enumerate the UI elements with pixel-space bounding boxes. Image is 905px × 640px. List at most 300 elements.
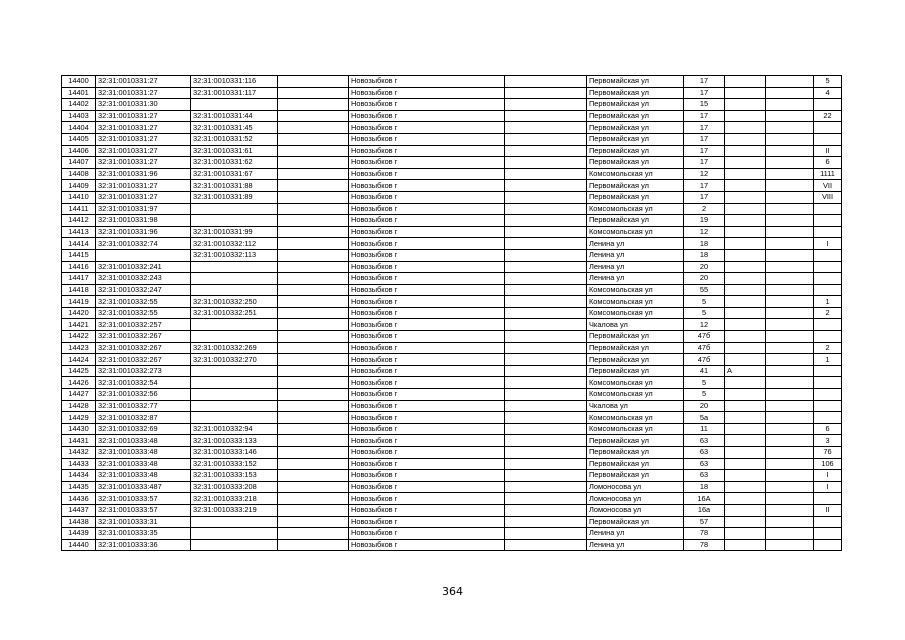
- empty-column-cell: [278, 180, 349, 192]
- premises-number-cell: II: [814, 145, 842, 157]
- building-letter-cell: [725, 122, 766, 134]
- city-cell: Новозыбков г: [349, 342, 505, 354]
- house-number-cell: 17: [684, 110, 725, 122]
- sub-cadastral-number-cell: [191, 412, 278, 424]
- table-row: [62, 481, 842, 493]
- records-table: [61, 75, 842, 551]
- street-cell: Чкалова ул: [587, 400, 684, 412]
- house-number-cell: 20: [684, 273, 725, 285]
- city-cell: Новозыбков г: [349, 249, 505, 261]
- empty-column-2-cell: [505, 133, 587, 145]
- empty-column-cell: [278, 215, 349, 227]
- house-number-cell: 41: [684, 365, 725, 377]
- premises-number-cell: 6: [814, 157, 842, 169]
- empty-column-3-cell: [766, 400, 814, 412]
- empty-column-2-cell: [505, 365, 587, 377]
- house-number-cell: 19: [684, 215, 725, 227]
- empty-column-cell: [278, 389, 349, 401]
- sub-cadastral-number-cell: [191, 400, 278, 412]
- street-cell: Ломоносова ул: [587, 493, 684, 505]
- empty-column-cell: [278, 133, 349, 145]
- table-row: [62, 412, 842, 424]
- empty-column-cell: [278, 76, 349, 88]
- row-number-cell: 14422: [62, 331, 96, 343]
- empty-column-3-cell: [766, 539, 814, 551]
- house-number-cell: 17: [684, 87, 725, 99]
- row-number-cell: 14426: [62, 377, 96, 389]
- street-cell: Первомайская ул: [587, 180, 684, 192]
- empty-column-2-cell: [505, 458, 587, 470]
- sub-cadastral-number-cell: 32:31:0010331:89: [191, 191, 278, 203]
- empty-column-2-cell: [505, 168, 587, 180]
- table-row: [62, 87, 842, 99]
- house-number-cell: 12: [684, 168, 725, 180]
- empty-column-cell: [278, 493, 349, 505]
- cadastral-number-cell: 32:31:0010331:27: [96, 191, 191, 203]
- cadastral-number-cell: 32:31:0010331:27: [96, 157, 191, 169]
- empty-column-2-cell: [505, 400, 587, 412]
- building-letter-cell: [725, 458, 766, 470]
- city-cell: Новозыбков г: [349, 261, 505, 273]
- house-number-cell: 55: [684, 284, 725, 296]
- table-row: [62, 539, 842, 551]
- row-number-cell: 14418: [62, 284, 96, 296]
- city-cell: Новозыбков г: [349, 493, 505, 505]
- street-cell: Комсомольская ул: [587, 284, 684, 296]
- sub-cadastral-number-cell: 32:31:0010331:67: [191, 168, 278, 180]
- street-cell: Комсомольская ул: [587, 226, 684, 238]
- building-letter-cell: [725, 226, 766, 238]
- empty-column-2-cell: [505, 191, 587, 203]
- building-letter-cell: [725, 354, 766, 366]
- empty-column-cell: [278, 226, 349, 238]
- sub-cadastral-number-cell: 32:31:0010332:113: [191, 249, 278, 261]
- empty-column-2-cell: [505, 389, 587, 401]
- street-cell: Первомайская ул: [587, 157, 684, 169]
- sub-cadastral-number-cell: 32:31:0010332:250: [191, 296, 278, 308]
- empty-column-cell: [278, 122, 349, 134]
- city-cell: Новозыбков г: [349, 180, 505, 192]
- street-cell: Первомайская ул: [587, 458, 684, 470]
- empty-column-3-cell: [766, 261, 814, 273]
- sub-cadastral-number-cell: [191, 528, 278, 540]
- empty-column-3-cell: [766, 168, 814, 180]
- house-number-cell: 17: [684, 191, 725, 203]
- sub-cadastral-number-cell: [191, 516, 278, 528]
- row-number-cell: 14411: [62, 203, 96, 215]
- house-number-cell: 11: [684, 423, 725, 435]
- premises-number-cell: VII: [814, 180, 842, 192]
- empty-column-3-cell: [766, 76, 814, 88]
- sub-cadastral-number-cell: [191, 203, 278, 215]
- city-cell: Новозыбков г: [349, 226, 505, 238]
- building-letter-cell: [725, 215, 766, 227]
- city-cell: Новозыбков г: [349, 412, 505, 424]
- building-letter-cell: [725, 307, 766, 319]
- table-row: [62, 99, 842, 111]
- premises-number-cell: 3: [814, 435, 842, 447]
- sub-cadastral-number-cell: 32:31:0010331:62: [191, 157, 278, 169]
- premises-number-cell: [814, 249, 842, 261]
- empty-column-cell: [278, 284, 349, 296]
- premises-number-cell: 2: [814, 307, 842, 319]
- empty-column-cell: [278, 191, 349, 203]
- building-letter-cell: [725, 504, 766, 516]
- empty-column-cell: [278, 504, 349, 516]
- empty-column-3-cell: [766, 284, 814, 296]
- premises-number-cell: [814, 331, 842, 343]
- street-cell: Ленина ул: [587, 238, 684, 250]
- table-row: [62, 191, 842, 203]
- cadastral-number-cell: 32:31:0010332:55: [96, 296, 191, 308]
- cadastral-number-cell: 32:31:0010331:96: [96, 226, 191, 238]
- empty-column-cell: [278, 377, 349, 389]
- premises-number-cell: [814, 133, 842, 145]
- building-letter-cell: [725, 481, 766, 493]
- sub-cadastral-number-cell: 32:31:0010333:219: [191, 504, 278, 516]
- empty-column-cell: [278, 249, 349, 261]
- empty-column-2-cell: [505, 180, 587, 192]
- building-letter-cell: [725, 168, 766, 180]
- cadastral-number-cell: 32:31:0010333:36: [96, 539, 191, 551]
- building-letter-cell: [725, 516, 766, 528]
- city-cell: Новозыбков г: [349, 157, 505, 169]
- city-cell: Новозыбков г: [349, 203, 505, 215]
- house-number-cell: 16а: [684, 504, 725, 516]
- premises-number-cell: [814, 493, 842, 505]
- street-cell: Первомайская ул: [587, 215, 684, 227]
- empty-column-3-cell: [766, 191, 814, 203]
- empty-column-2-cell: [505, 145, 587, 157]
- house-number-cell: 5: [684, 377, 725, 389]
- building-letter-cell: [725, 238, 766, 250]
- row-number-cell: 14405: [62, 133, 96, 145]
- table-row: [62, 528, 842, 540]
- cadastral-number-cell: 32:31:0010333:48: [96, 458, 191, 470]
- cadastral-number-cell: 32:31:0010333:57: [96, 504, 191, 516]
- street-cell: Чкалова ул: [587, 319, 684, 331]
- sub-cadastral-number-cell: [191, 365, 278, 377]
- row-number-cell: 14415: [62, 249, 96, 261]
- row-number-cell: 14429: [62, 412, 96, 424]
- building-letter-cell: [725, 319, 766, 331]
- cadastral-number-cell: 32:31:0010331:27: [96, 180, 191, 192]
- house-number-cell: 17: [684, 145, 725, 157]
- empty-column-2-cell: [505, 528, 587, 540]
- empty-column-3-cell: [766, 319, 814, 331]
- table-row: [62, 423, 842, 435]
- empty-column-cell: [278, 261, 349, 273]
- premises-number-cell: 1: [814, 296, 842, 308]
- building-letter-cell: [725, 435, 766, 447]
- row-number-cell: 14417: [62, 273, 96, 285]
- cadastral-number-cell: 32:31:0010331:97: [96, 203, 191, 215]
- table-row: [62, 249, 842, 261]
- premises-number-cell: 22: [814, 110, 842, 122]
- premises-number-cell: I: [814, 470, 842, 482]
- sub-cadastral-number-cell: 32:31:0010331:61: [191, 145, 278, 157]
- house-number-cell: 63: [684, 458, 725, 470]
- city-cell: Новозыбков г: [349, 528, 505, 540]
- empty-column-cell: [278, 87, 349, 99]
- row-number-cell: 14435: [62, 481, 96, 493]
- building-letter-cell: [725, 389, 766, 401]
- building-letter-cell: [725, 493, 766, 505]
- house-number-cell: 17: [684, 76, 725, 88]
- building-letter-cell: [725, 191, 766, 203]
- sub-cadastral-number-cell: 32:31:0010332:94: [191, 423, 278, 435]
- city-cell: Новозыбков г: [349, 331, 505, 343]
- empty-column-cell: [278, 354, 349, 366]
- cadastral-number-cell: 32:31:0010332:257: [96, 319, 191, 331]
- street-cell: Первомайская ул: [587, 110, 684, 122]
- building-letter-cell: [725, 110, 766, 122]
- empty-column-2-cell: [505, 470, 587, 482]
- empty-column-2-cell: [505, 342, 587, 354]
- city-cell: Новозыбков г: [349, 99, 505, 111]
- empty-column-2-cell: [505, 76, 587, 88]
- empty-column-3-cell: [766, 389, 814, 401]
- table-row: [62, 365, 842, 377]
- empty-column-3-cell: [766, 145, 814, 157]
- table-row: [62, 122, 842, 134]
- house-number-cell: 15: [684, 99, 725, 111]
- city-cell: Новозыбков г: [349, 423, 505, 435]
- house-number-cell: 2: [684, 203, 725, 215]
- building-letter-cell: [725, 76, 766, 88]
- building-letter-cell: [725, 133, 766, 145]
- building-letter-cell: [725, 447, 766, 459]
- empty-column-cell: [278, 516, 349, 528]
- table-row: [62, 435, 842, 447]
- building-letter-cell: [725, 157, 766, 169]
- street-cell: Ленина ул: [587, 261, 684, 273]
- row-number-cell: 14432: [62, 447, 96, 459]
- building-letter-cell: [725, 539, 766, 551]
- row-number-cell: 14434: [62, 470, 96, 482]
- cadastral-number-cell: 32:31:0010331:27: [96, 122, 191, 134]
- empty-column-3-cell: [766, 203, 814, 215]
- street-cell: Первомайская ул: [587, 99, 684, 111]
- empty-column-cell: [278, 110, 349, 122]
- street-cell: Первомайская ул: [587, 342, 684, 354]
- house-number-cell: 63: [684, 470, 725, 482]
- premises-number-cell: [814, 365, 842, 377]
- cadastral-number-cell: 32:31:0010332:273: [96, 365, 191, 377]
- premises-number-cell: [814, 412, 842, 424]
- premises-number-cell: I: [814, 481, 842, 493]
- page-number: 364: [442, 585, 463, 598]
- empty-column-3-cell: [766, 342, 814, 354]
- row-number-cell: 14424: [62, 354, 96, 366]
- empty-column-3-cell: [766, 447, 814, 459]
- empty-column-3-cell: [766, 215, 814, 227]
- building-letter-cell: [725, 273, 766, 285]
- table-row: [62, 168, 842, 180]
- empty-column-cell: [278, 412, 349, 424]
- empty-column-2-cell: [505, 331, 587, 343]
- empty-column-cell: [278, 238, 349, 250]
- city-cell: Новозыбков г: [349, 389, 505, 401]
- row-number-cell: 14406: [62, 145, 96, 157]
- premises-number-cell: [814, 516, 842, 528]
- row-number-cell: 14431: [62, 435, 96, 447]
- empty-column-2-cell: [505, 481, 587, 493]
- street-cell: Комсомольская ул: [587, 423, 684, 435]
- empty-column-2-cell: [505, 157, 587, 169]
- building-letter-cell: [725, 296, 766, 308]
- empty-column-2-cell: [505, 412, 587, 424]
- cadastral-number-cell: 32:31:0010332:77: [96, 400, 191, 412]
- empty-column-3-cell: [766, 458, 814, 470]
- sub-cadastral-number-cell: 32:31:0010333:133: [191, 435, 278, 447]
- empty-column-3-cell: [766, 481, 814, 493]
- empty-column-cell: [278, 307, 349, 319]
- street-cell: Ломоносова ул: [587, 504, 684, 516]
- row-number-cell: 14425: [62, 365, 96, 377]
- table-row: [62, 354, 842, 366]
- cadastral-number-cell: 32:31:0010333:57: [96, 493, 191, 505]
- premises-number-cell: 1111: [814, 168, 842, 180]
- city-cell: Новозыбков г: [349, 377, 505, 389]
- street-cell: Первомайская ул: [587, 470, 684, 482]
- empty-column-2-cell: [505, 423, 587, 435]
- empty-column-3-cell: [766, 423, 814, 435]
- building-letter-cell: [725, 145, 766, 157]
- cadastral-number-cell: 32:31:0010331:27: [96, 133, 191, 145]
- empty-column-cell: [278, 319, 349, 331]
- row-number-cell: 14433: [62, 458, 96, 470]
- cadastral-number-cell: 32:31:0010331:27: [96, 110, 191, 122]
- row-number-cell: 14420: [62, 307, 96, 319]
- premises-number-cell: I: [814, 238, 842, 250]
- empty-column-3-cell: [766, 493, 814, 505]
- table-row: [62, 458, 842, 470]
- table-row: [62, 377, 842, 389]
- empty-column-3-cell: [766, 249, 814, 261]
- table-row: [62, 157, 842, 169]
- city-cell: Новозыбков г: [349, 284, 505, 296]
- premises-number-cell: [814, 539, 842, 551]
- empty-column-3-cell: [766, 516, 814, 528]
- row-number-cell: 14401: [62, 87, 96, 99]
- table-row: [62, 504, 842, 516]
- row-number-cell: 14409: [62, 180, 96, 192]
- cadastral-number-cell: 32:31:0010331:27: [96, 145, 191, 157]
- city-cell: Новозыбков г: [349, 76, 505, 88]
- empty-column-3-cell: [766, 331, 814, 343]
- house-number-cell: 5а: [684, 412, 725, 424]
- empty-column-2-cell: [505, 504, 587, 516]
- street-cell: Комсомольская ул: [587, 168, 684, 180]
- street-cell: Первомайская ул: [587, 87, 684, 99]
- house-number-cell: 63: [684, 447, 725, 459]
- sub-cadastral-number-cell: 32:31:0010333:152: [191, 458, 278, 470]
- building-letter-cell: [725, 99, 766, 111]
- empty-column-cell: [278, 481, 349, 493]
- city-cell: Новозыбков г: [349, 504, 505, 516]
- building-letter-cell: [725, 342, 766, 354]
- sub-cadastral-number-cell: 32:31:0010332:112: [191, 238, 278, 250]
- house-number-cell: 47б: [684, 331, 725, 343]
- cadastral-number-cell: 32:31:0010332:74: [96, 238, 191, 250]
- empty-column-2-cell: [505, 249, 587, 261]
- empty-column-2-cell: [505, 99, 587, 111]
- city-cell: Новозыбков г: [349, 273, 505, 285]
- cadastral-number-cell: 32:31:0010332:54: [96, 377, 191, 389]
- sub-cadastral-number-cell: 32:31:0010331:88: [191, 180, 278, 192]
- row-number-cell: 14430: [62, 423, 96, 435]
- empty-column-cell: [278, 296, 349, 308]
- cadastral-number-cell: 32:31:0010333:487: [96, 481, 191, 493]
- table-row: [62, 307, 842, 319]
- empty-column-3-cell: [766, 87, 814, 99]
- house-number-cell: 18: [684, 238, 725, 250]
- city-cell: Новозыбков г: [349, 516, 505, 528]
- empty-column-cell: [278, 400, 349, 412]
- row-number-cell: 14408: [62, 168, 96, 180]
- street-cell: Первомайская ул: [587, 435, 684, 447]
- sub-cadastral-number-cell: 32:31:0010333:208: [191, 481, 278, 493]
- empty-column-2-cell: [505, 516, 587, 528]
- premises-number-cell: [814, 122, 842, 134]
- building-letter-cell: [725, 528, 766, 540]
- empty-column-3-cell: [766, 528, 814, 540]
- house-number-cell: 17: [684, 180, 725, 192]
- sub-cadastral-number-cell: 32:31:0010331:99: [191, 226, 278, 238]
- city-cell: Новозыбков г: [349, 122, 505, 134]
- building-letter-cell: [725, 470, 766, 482]
- cadastral-number-cell: 32:31:0010333:48: [96, 470, 191, 482]
- house-number-cell: 78: [684, 539, 725, 551]
- empty-column-cell: [278, 145, 349, 157]
- row-number-cell: 14437: [62, 504, 96, 516]
- building-letter-cell: [725, 249, 766, 261]
- empty-column-2-cell: [505, 261, 587, 273]
- table-row: [62, 470, 842, 482]
- city-cell: Новозыбков г: [349, 133, 505, 145]
- row-number-cell: 14404: [62, 122, 96, 134]
- cadastral-number-cell: 32:31:0010332:241: [96, 261, 191, 273]
- empty-column-3-cell: [766, 365, 814, 377]
- cadastral-number-cell: 32:31:0010332:55: [96, 307, 191, 319]
- table-row: [62, 400, 842, 412]
- sub-cadastral-number-cell: [191, 319, 278, 331]
- premises-number-cell: [814, 215, 842, 227]
- cadastral-number-cell: 32:31:0010331:30: [96, 99, 191, 111]
- street-cell: Комсомольская ул: [587, 203, 684, 215]
- empty-column-2-cell: [505, 273, 587, 285]
- sub-cadastral-number-cell: [191, 539, 278, 551]
- table-row: [62, 447, 842, 459]
- row-number-cell: 14414: [62, 238, 96, 250]
- empty-column-3-cell: [766, 122, 814, 134]
- table-row: [62, 493, 842, 505]
- empty-column-3-cell: [766, 273, 814, 285]
- building-letter-cell: [725, 261, 766, 273]
- city-cell: Новозыбков г: [349, 470, 505, 482]
- row-number-cell: 14403: [62, 110, 96, 122]
- street-cell: Первомайская ул: [587, 516, 684, 528]
- cadastral-number-cell: 32:31:0010332:267: [96, 331, 191, 343]
- table-row: [62, 238, 842, 250]
- table-row: [62, 389, 842, 401]
- sub-cadastral-number-cell: 32:31:0010332:269: [191, 342, 278, 354]
- empty-column-3-cell: [766, 296, 814, 308]
- premises-number-cell: 1: [814, 354, 842, 366]
- premises-number-cell: [814, 377, 842, 389]
- empty-column-cell: [278, 99, 349, 111]
